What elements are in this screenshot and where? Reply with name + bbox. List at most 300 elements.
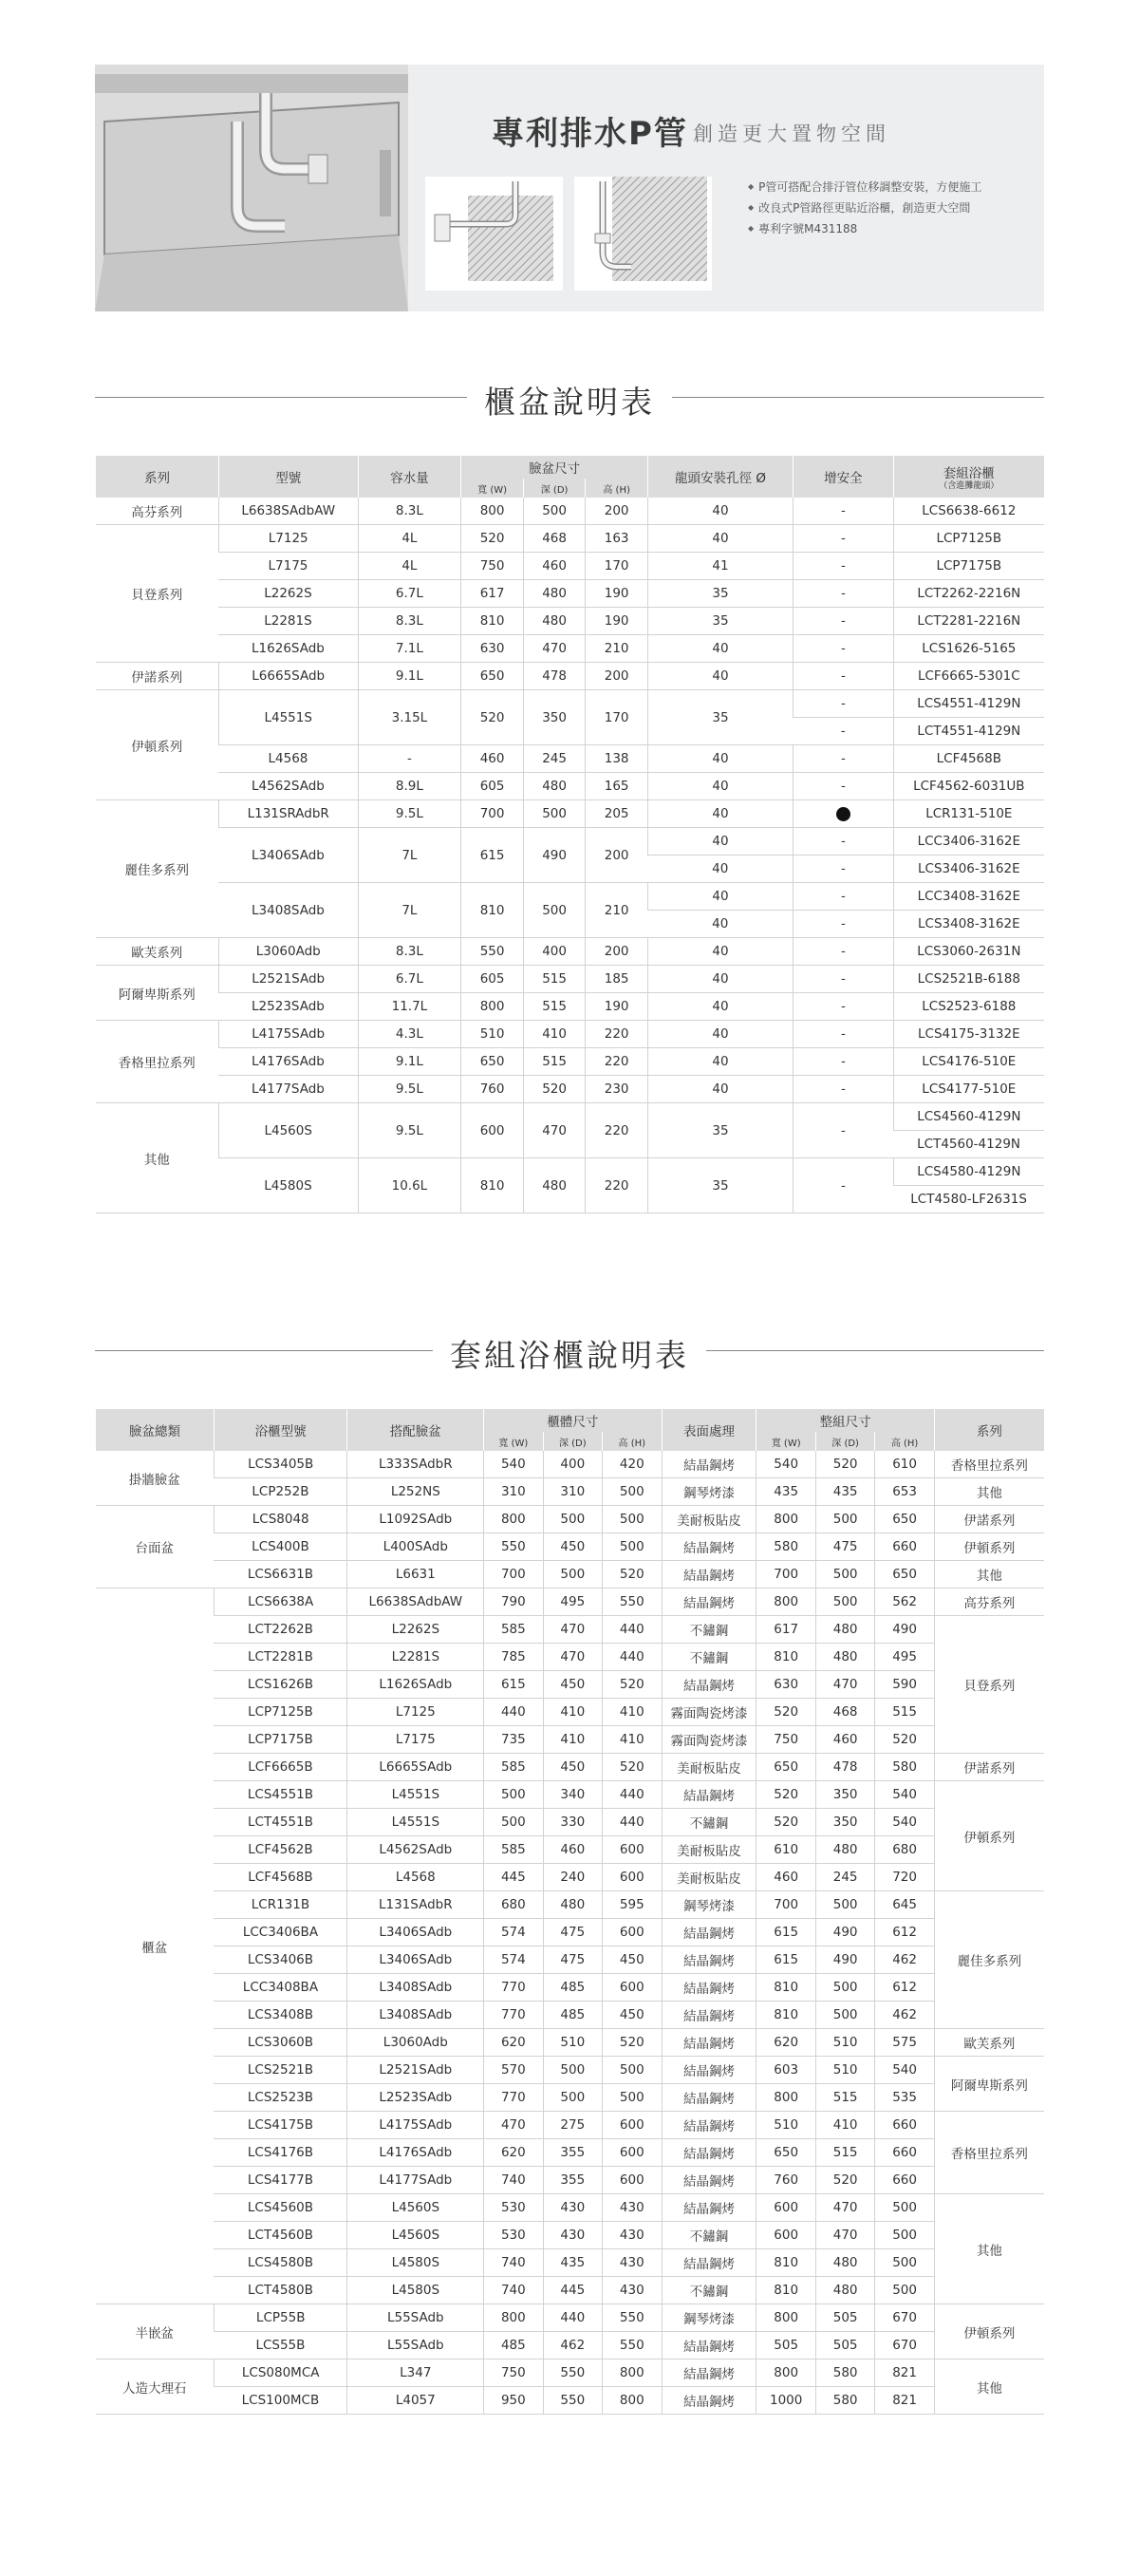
capacity-cell: 6.7L bbox=[358, 966, 461, 993]
safety-cell: - bbox=[794, 911, 894, 938]
col-basin-size: 臉盆尺寸 bbox=[461, 456, 648, 479]
cabinet-model-cell: LCS4176B bbox=[214, 2139, 347, 2167]
set-height-cell: 660 bbox=[875, 2167, 934, 2194]
matching-basin-cell: L4562SAdb bbox=[347, 1836, 484, 1864]
col-depth: 深 (D) bbox=[815, 1432, 874, 1451]
matching-basin-cell: L55SAdb bbox=[347, 2332, 484, 2360]
matching-basin-cell: L4177SAdb bbox=[347, 2167, 484, 2194]
table-row bbox=[96, 1864, 1045, 1891]
set-depth-cell: 480 bbox=[815, 2249, 874, 2277]
set-table-heading bbox=[95, 1331, 1044, 1374]
cabinet-model-cell: LCF4568B bbox=[214, 1864, 347, 1891]
safety-cell: - bbox=[794, 828, 894, 856]
finish-cell: 不鏽鋼 bbox=[662, 1616, 756, 1644]
cabinet-model-cell: LCP7175B bbox=[214, 1726, 347, 1754]
cabinet-width-cell: 770 bbox=[484, 1974, 543, 2002]
capacity-cell: 9.5L bbox=[358, 800, 461, 828]
col-matching-basin: 搭配臉盆 bbox=[347, 1409, 484, 1451]
set-depth-cell: 500 bbox=[815, 1974, 874, 2002]
basin-type-cell: 掛牆臉盆 bbox=[96, 1451, 215, 1506]
set-height-cell: 462 bbox=[875, 2002, 934, 2029]
series-cell: 貝登系列 bbox=[96, 525, 219, 663]
set-depth-cell: 410 bbox=[815, 2112, 874, 2139]
col-height: 高 (H) bbox=[603, 1432, 662, 1451]
safety-cell: - bbox=[794, 553, 894, 580]
cabinet-model-cell: LCP252B bbox=[214, 1478, 347, 1506]
model-cell: L1626SAdb bbox=[218, 635, 358, 663]
cabinet-depth-cell: 550 bbox=[543, 2387, 602, 2415]
faucet-hole-cell: 40 bbox=[647, 800, 793, 828]
cabinet-width-cell: 585 bbox=[484, 1836, 543, 1864]
cabinet-height-cell: 600 bbox=[603, 2167, 662, 2194]
cabinet-model-cell: LCS6638A bbox=[214, 1589, 347, 1616]
table-row bbox=[96, 1946, 1045, 1974]
set-height-cell: 500 bbox=[875, 2222, 934, 2249]
set-height-cell: 500 bbox=[875, 2277, 934, 2304]
finish-cell: 不鏽鋼 bbox=[662, 1809, 756, 1836]
set-depth-cell: 500 bbox=[815, 1891, 874, 1919]
table-row bbox=[96, 2332, 1045, 2360]
faucet-hole-cell: 35 bbox=[647, 580, 793, 608]
capacity-cell: 6.7L bbox=[358, 580, 461, 608]
set-width-cell: 615 bbox=[756, 1946, 815, 1974]
safety-cell: - bbox=[794, 1158, 894, 1213]
width-cell: 520 bbox=[461, 525, 524, 553]
cabinet-depth-cell: 240 bbox=[543, 1864, 602, 1891]
matching-basin-cell: L3406SAdb bbox=[347, 1919, 484, 1946]
cabinet-depth-cell: 310 bbox=[543, 1478, 602, 1506]
finish-cell: 結晶鋼烤 bbox=[662, 1781, 756, 1809]
table-row bbox=[96, 635, 1045, 663]
cabinet-height-cell: 600 bbox=[603, 2139, 662, 2167]
cabinet-depth-cell: 475 bbox=[543, 1919, 602, 1946]
capacity-cell: 11.7L bbox=[358, 993, 461, 1021]
height-cell: 190 bbox=[586, 993, 648, 1021]
model-cell: L2523SAdb bbox=[218, 993, 358, 1021]
set-height-cell: 645 bbox=[875, 1891, 934, 1919]
set-height-cell: 562 bbox=[875, 1589, 934, 1616]
matching-basin-cell: L4568 bbox=[347, 1864, 484, 1891]
cabinet-depth-cell: 460 bbox=[543, 1836, 602, 1864]
set-depth-cell: 470 bbox=[815, 1671, 874, 1699]
table-row bbox=[96, 745, 1045, 773]
table-row bbox=[96, 663, 1045, 690]
set-height-cell: 590 bbox=[875, 1671, 934, 1699]
table-row bbox=[96, 2139, 1045, 2167]
matching-basin-cell: L2262S bbox=[347, 1616, 484, 1644]
cabinet-depth-cell: 435 bbox=[543, 2249, 602, 2277]
series-cell: 其他 bbox=[96, 1103, 219, 1213]
finish-cell: 美耐板貼皮 bbox=[662, 1864, 756, 1891]
set-depth-cell: 500 bbox=[815, 1506, 874, 1533]
matching-basin-cell: L1626SAdb bbox=[347, 1671, 484, 1699]
cabinet-width-cell: 620 bbox=[484, 2139, 543, 2167]
cabinet-depth-cell: 485 bbox=[543, 1974, 602, 2002]
depth-cell: 490 bbox=[523, 828, 586, 883]
capacity-cell: 4.3L bbox=[358, 1021, 461, 1048]
cabinet-depth-cell: 500 bbox=[543, 2057, 602, 2084]
series-cell: 伊諾系列 bbox=[934, 1506, 1044, 1533]
set-width-cell: 700 bbox=[756, 1561, 815, 1589]
set-height-cell: 540 bbox=[875, 1809, 934, 1836]
col-depth: 深 (D) bbox=[523, 479, 586, 498]
safety-cell: - bbox=[794, 1103, 894, 1158]
cabinet-width-cell: 445 bbox=[484, 1864, 543, 1891]
cabinet-width-cell: 485 bbox=[484, 2332, 543, 2360]
table-row bbox=[96, 1919, 1045, 1946]
banner bbox=[95, 65, 1044, 311]
depth-cell: 480 bbox=[523, 580, 586, 608]
set-cabinet-cell: LCP7125B bbox=[893, 525, 1044, 553]
table-row bbox=[96, 773, 1045, 800]
faucet-hole-cell: 40 bbox=[647, 993, 793, 1021]
series-cell: 伊頓系列 bbox=[934, 1533, 1044, 1561]
set-width-cell: 800 bbox=[756, 2304, 815, 2332]
faucet-hole-cell: 40 bbox=[647, 663, 793, 690]
cabinet-height-cell: 600 bbox=[603, 1919, 662, 1946]
table-row bbox=[96, 2057, 1045, 2084]
table-row bbox=[96, 1021, 1045, 1048]
matching-basin-cell: L2281S bbox=[347, 1644, 484, 1671]
cabinet-width-cell: 800 bbox=[484, 2304, 543, 2332]
table-row bbox=[96, 1726, 1045, 1754]
cabinet-width-cell: 750 bbox=[484, 2360, 543, 2387]
set-height-cell: 612 bbox=[875, 1974, 934, 2002]
depth-cell: 245 bbox=[523, 745, 586, 773]
col-cabinet-size: 櫃體尺寸 bbox=[484, 1409, 662, 1432]
width-cell: 520 bbox=[461, 690, 524, 745]
finish-cell: 鋼琴烤漆 bbox=[662, 1891, 756, 1919]
set-depth-cell: 500 bbox=[815, 1589, 874, 1616]
set-width-cell: 540 bbox=[756, 1451, 815, 1478]
cabinet-height-cell: 550 bbox=[603, 1589, 662, 1616]
table-row bbox=[96, 883, 1045, 911]
cabinet-depth-cell: 470 bbox=[543, 1644, 602, 1671]
set-depth-cell: 580 bbox=[815, 2387, 874, 2415]
set-depth-cell: 520 bbox=[815, 1451, 874, 1478]
matching-basin-cell: L1092SAdb bbox=[347, 1506, 484, 1533]
cabinet-depth-cell: 485 bbox=[543, 2002, 602, 2029]
height-cell: 210 bbox=[586, 883, 648, 938]
table-row bbox=[96, 1809, 1045, 1836]
set-width-cell: 800 bbox=[756, 1589, 815, 1616]
series-cell: 伊諾系列 bbox=[934, 1754, 1044, 1781]
finish-cell: 美耐板貼皮 bbox=[662, 1506, 756, 1533]
set-cabinet-cell: LCS4176-510E bbox=[893, 1048, 1044, 1076]
width-cell: 650 bbox=[461, 1048, 524, 1076]
set-cabinet-cell: LCR131-510E bbox=[893, 800, 1044, 828]
cabinet-height-cell: 500 bbox=[603, 1478, 662, 1506]
series-cell: 其他 bbox=[934, 2360, 1044, 2415]
model-cell: L4580S bbox=[218, 1158, 358, 1213]
model-cell: L131SRAdbR bbox=[218, 800, 358, 828]
safety-cell: - bbox=[794, 690, 894, 718]
series-cell: 阿爾卑斯系列 bbox=[934, 2057, 1044, 2112]
set-cabinet-cell: LCS4175-3132E bbox=[893, 1021, 1044, 1048]
model-cell: L2521SAdb bbox=[218, 966, 358, 993]
finish-cell: 結晶鋼烤 bbox=[662, 2139, 756, 2167]
set-height-cell: 670 bbox=[875, 2304, 934, 2332]
cabinet-height-cell: 595 bbox=[603, 1891, 662, 1919]
cabinet-model-cell: LCR131B bbox=[214, 1891, 347, 1919]
matching-basin-cell: L4560S bbox=[347, 2194, 484, 2222]
matching-basin-cell: L3408SAdb bbox=[347, 1974, 484, 2002]
basin-type-cell: 櫃盆 bbox=[96, 1589, 215, 2304]
faucet-hole-cell: 40 bbox=[647, 773, 793, 800]
col-faucet-hole: 龍頭安裝孔徑 Ø bbox=[647, 456, 793, 498]
faucet-hole-cell: 40 bbox=[647, 938, 793, 966]
model-cell: L7175 bbox=[218, 553, 358, 580]
table-row bbox=[96, 2387, 1045, 2415]
set-width-cell: 810 bbox=[756, 1644, 815, 1671]
capacity-cell: 4L bbox=[358, 553, 461, 580]
cabinet-height-cell: 410 bbox=[603, 1726, 662, 1754]
finish-cell: 不鏽鋼 bbox=[662, 1644, 756, 1671]
model-cell: L7125 bbox=[218, 525, 358, 553]
set-depth-cell: 505 bbox=[815, 2332, 874, 2360]
faucet-hole-cell: 40 bbox=[647, 635, 793, 663]
col-width: 寬 (W) bbox=[484, 1432, 543, 1451]
cabinet-model-cell: LCF4562B bbox=[214, 1836, 347, 1864]
cabinet-model-cell: LCS3060B bbox=[214, 2029, 347, 2057]
faucet-hole-cell: 40 bbox=[647, 525, 793, 553]
set-height-cell: 515 bbox=[875, 1699, 934, 1726]
table-row bbox=[96, 1781, 1045, 1809]
feature-item: ◆ P管可搭配合排汙管位移調整安裝，方便施工 bbox=[748, 177, 981, 197]
series-cell: 香格里拉系列 bbox=[934, 1451, 1044, 1478]
cabinet-height-cell: 550 bbox=[603, 2304, 662, 2332]
depth-cell: 515 bbox=[523, 966, 586, 993]
series-cell: 伊頓系列 bbox=[96, 690, 219, 800]
set-depth-cell: 580 bbox=[815, 2360, 874, 2387]
cabinet-model-cell: LCS3408B bbox=[214, 2002, 347, 2029]
set-height-cell: 462 bbox=[875, 1946, 934, 1974]
banner-feature-list bbox=[748, 177, 981, 239]
cabinet-width-cell: 500 bbox=[484, 1781, 543, 1809]
series-cell: 麗佳多系列 bbox=[934, 1891, 1044, 2029]
basin-table-title: 櫃盆說明表 bbox=[467, 384, 672, 421]
col-series: 系列 bbox=[934, 1409, 1044, 1451]
cabinet-height-cell: 410 bbox=[603, 1699, 662, 1726]
cabinet-model-cell: LCF6665B bbox=[214, 1754, 347, 1781]
cabinet-width-cell: 440 bbox=[484, 1699, 543, 1726]
series-cell: 伊頓系列 bbox=[934, 1781, 1044, 1891]
set-width-cell: 800 bbox=[756, 1506, 815, 1533]
matching-basin-cell: L4176SAdb bbox=[347, 2139, 484, 2167]
set-width-cell: 580 bbox=[756, 1533, 815, 1561]
table-row bbox=[96, 1616, 1045, 1644]
set-cabinet-cell: LCT2281-2216N bbox=[893, 608, 1044, 635]
set-height-cell: 680 bbox=[875, 1836, 934, 1864]
set-height-cell: 670 bbox=[875, 2332, 934, 2360]
depth-cell: 515 bbox=[523, 1048, 586, 1076]
safety-cell: - bbox=[794, 856, 894, 883]
capacity-cell: 4L bbox=[358, 525, 461, 553]
cabinet-width-cell: 800 bbox=[484, 1506, 543, 1533]
matching-basin-cell: L4057 bbox=[347, 2387, 484, 2415]
height-cell: 190 bbox=[586, 608, 648, 635]
cabinet-model-cell: LCS400B bbox=[214, 1533, 347, 1561]
safety-dot-icon bbox=[836, 807, 850, 821]
cabinet-height-cell: 450 bbox=[603, 1946, 662, 1974]
cabinet-width-cell: 735 bbox=[484, 1726, 543, 1754]
depth-cell: 478 bbox=[523, 663, 586, 690]
depth-cell: 480 bbox=[523, 1158, 586, 1213]
table-row bbox=[96, 1076, 1045, 1103]
cabinet-model-cell: LCS6631B bbox=[214, 1561, 347, 1589]
cabinet-height-cell: 430 bbox=[603, 2277, 662, 2304]
set-width-cell: 460 bbox=[756, 1864, 815, 1891]
capacity-cell: 7L bbox=[358, 828, 461, 883]
height-cell: 170 bbox=[586, 690, 648, 745]
cabinet-width-cell: 470 bbox=[484, 2112, 543, 2139]
col-model: 型號 bbox=[218, 456, 358, 498]
matching-basin-cell: L3060Adb bbox=[347, 2029, 484, 2057]
cabinet-depth-cell: 440 bbox=[543, 2304, 602, 2332]
width-cell: 650 bbox=[461, 663, 524, 690]
set-cabinet-cell: LCP7175B bbox=[893, 553, 1044, 580]
set-depth-cell: 510 bbox=[815, 2057, 874, 2084]
height-cell: 230 bbox=[586, 1076, 648, 1103]
safety-cell: - bbox=[794, 883, 894, 911]
cabinet-depth-cell: 410 bbox=[543, 1726, 602, 1754]
set-depth-cell: 468 bbox=[815, 1699, 874, 1726]
depth-cell: 410 bbox=[523, 1021, 586, 1048]
set-depth-cell: 470 bbox=[815, 2194, 874, 2222]
set-width-cell: 800 bbox=[756, 2084, 815, 2112]
finish-cell: 結晶鋼烤 bbox=[662, 2194, 756, 2222]
set-depth-cell: 480 bbox=[815, 1616, 874, 1644]
table-row bbox=[96, 2222, 1045, 2249]
capacity-cell: 8.3L bbox=[358, 498, 461, 525]
set-width-cell: 800 bbox=[756, 2360, 815, 2387]
finish-cell: 結晶鋼烤 bbox=[662, 1589, 756, 1616]
matching-basin-cell: L4580S bbox=[347, 2277, 484, 2304]
matching-basin-cell: L131SAdbR bbox=[347, 1891, 484, 1919]
table-row bbox=[96, 498, 1045, 525]
safety-cell: - bbox=[794, 525, 894, 553]
width-cell: 605 bbox=[461, 966, 524, 993]
set-depth-cell: 480 bbox=[815, 2277, 874, 2304]
cabinet-height-cell: 600 bbox=[603, 2112, 662, 2139]
width-cell: 810 bbox=[461, 1158, 524, 1213]
col-safety: 增安全 bbox=[794, 456, 894, 498]
height-cell: 220 bbox=[586, 1158, 648, 1213]
set-depth-cell: 470 bbox=[815, 2222, 874, 2249]
set-height-cell: 650 bbox=[875, 1561, 934, 1589]
cabinet-width-cell: 615 bbox=[484, 1671, 543, 1699]
cabinet-depth-cell: 500 bbox=[543, 1561, 602, 1589]
set-depth-cell: 475 bbox=[815, 1533, 874, 1561]
set-depth-cell: 515 bbox=[815, 2139, 874, 2167]
col-set-size: 整組尺寸 bbox=[756, 1409, 934, 1432]
model-cell: L4175SAdb bbox=[218, 1021, 358, 1048]
matching-basin-cell: L55SAdb bbox=[347, 2304, 484, 2332]
series-cell: 高芬系列 bbox=[96, 498, 219, 525]
faucet-hole-cell: 41 bbox=[647, 553, 793, 580]
cabinet-height-cell: 500 bbox=[603, 2084, 662, 2112]
cabinet-width-cell: 785 bbox=[484, 1644, 543, 1671]
safety-cell: - bbox=[794, 608, 894, 635]
cabinet-depth-cell: 500 bbox=[543, 1506, 602, 1533]
width-cell: 460 bbox=[461, 745, 524, 773]
cabinet-depth-cell: 475 bbox=[543, 1946, 602, 1974]
set-width-cell: 603 bbox=[756, 2057, 815, 2084]
capacity-cell: 8.9L bbox=[358, 773, 461, 800]
table-row bbox=[96, 1589, 1045, 1616]
cabinet-width-cell: 740 bbox=[484, 2277, 543, 2304]
series-cell: 麗佳多系列 bbox=[96, 800, 219, 938]
set-cabinet-cell: LCT2262-2216N bbox=[893, 580, 1044, 608]
set-width-cell: 750 bbox=[756, 1726, 815, 1754]
finish-cell: 結晶鋼烤 bbox=[662, 1919, 756, 1946]
table-row bbox=[96, 690, 1045, 718]
capacity-cell: 10.6L bbox=[358, 1158, 461, 1213]
height-cell: 220 bbox=[586, 1103, 648, 1158]
set-height-cell: 520 bbox=[875, 1726, 934, 1754]
cabinet-depth-cell: 355 bbox=[543, 2139, 602, 2167]
cabinet-width-cell: 570 bbox=[484, 2057, 543, 2084]
series-cell: 歐芙系列 bbox=[934, 2029, 1044, 2057]
finish-cell: 結晶鋼烤 bbox=[662, 2112, 756, 2139]
cabinet-height-cell: 600 bbox=[603, 1974, 662, 2002]
table-row bbox=[96, 608, 1045, 635]
cabinet-model-cell: LCS2521B bbox=[214, 2057, 347, 2084]
cabinet-model-cell: LCS4560B bbox=[214, 2194, 347, 2222]
finish-cell: 霧面陶瓷烤漆 bbox=[662, 1726, 756, 1754]
safety-cell: - bbox=[794, 773, 894, 800]
cabinet-depth-cell: 470 bbox=[543, 1616, 602, 1644]
cabinet-height-cell: 440 bbox=[603, 1616, 662, 1644]
table-row bbox=[96, 553, 1045, 580]
matching-basin-cell: L7125 bbox=[347, 1699, 484, 1726]
capacity-cell: 9.1L bbox=[358, 1048, 461, 1076]
capacity-cell: - bbox=[358, 745, 461, 773]
width-cell: 630 bbox=[461, 635, 524, 663]
faucet-hole-cell: 40 bbox=[647, 911, 793, 938]
cabinet-depth-cell: 450 bbox=[543, 1671, 602, 1699]
cabinet-height-cell: 440 bbox=[603, 1781, 662, 1809]
width-cell: 600 bbox=[461, 1103, 524, 1158]
cabinet-width-cell: 950 bbox=[484, 2387, 543, 2415]
table-row bbox=[96, 2360, 1045, 2387]
width-cell: 750 bbox=[461, 553, 524, 580]
depth-cell: 468 bbox=[523, 525, 586, 553]
table-row bbox=[96, 1158, 1045, 1186]
capacity-cell: 7.1L bbox=[358, 635, 461, 663]
p-pipe-diagram-2 bbox=[574, 177, 712, 291]
finish-cell: 結晶鋼烤 bbox=[662, 2084, 756, 2112]
faucet-hole-cell: 40 bbox=[647, 828, 793, 856]
finish-cell: 結晶鋼烤 bbox=[662, 1974, 756, 2002]
cabinet-height-cell: 520 bbox=[603, 1754, 662, 1781]
matching-basin-cell: L4580S bbox=[347, 2249, 484, 2277]
series-cell: 其他 bbox=[934, 2194, 1044, 2304]
cabinet-height-cell: 430 bbox=[603, 2222, 662, 2249]
set-width-cell: 520 bbox=[756, 1809, 815, 1836]
faucet-hole-cell: 40 bbox=[647, 498, 793, 525]
cabinet-model-cell: LCP7125B bbox=[214, 1699, 347, 1726]
depth-cell: 500 bbox=[523, 883, 586, 938]
cabinet-height-cell: 430 bbox=[603, 2194, 662, 2222]
model-cell: L4176SAdb bbox=[218, 1048, 358, 1076]
cabinet-depth-cell: 275 bbox=[543, 2112, 602, 2139]
table-row bbox=[96, 1103, 1045, 1131]
depth-cell: 500 bbox=[523, 800, 586, 828]
faucet-hole-cell: 35 bbox=[647, 690, 793, 745]
finish-cell: 美耐板貼皮 bbox=[662, 1836, 756, 1864]
height-cell: 210 bbox=[586, 635, 648, 663]
